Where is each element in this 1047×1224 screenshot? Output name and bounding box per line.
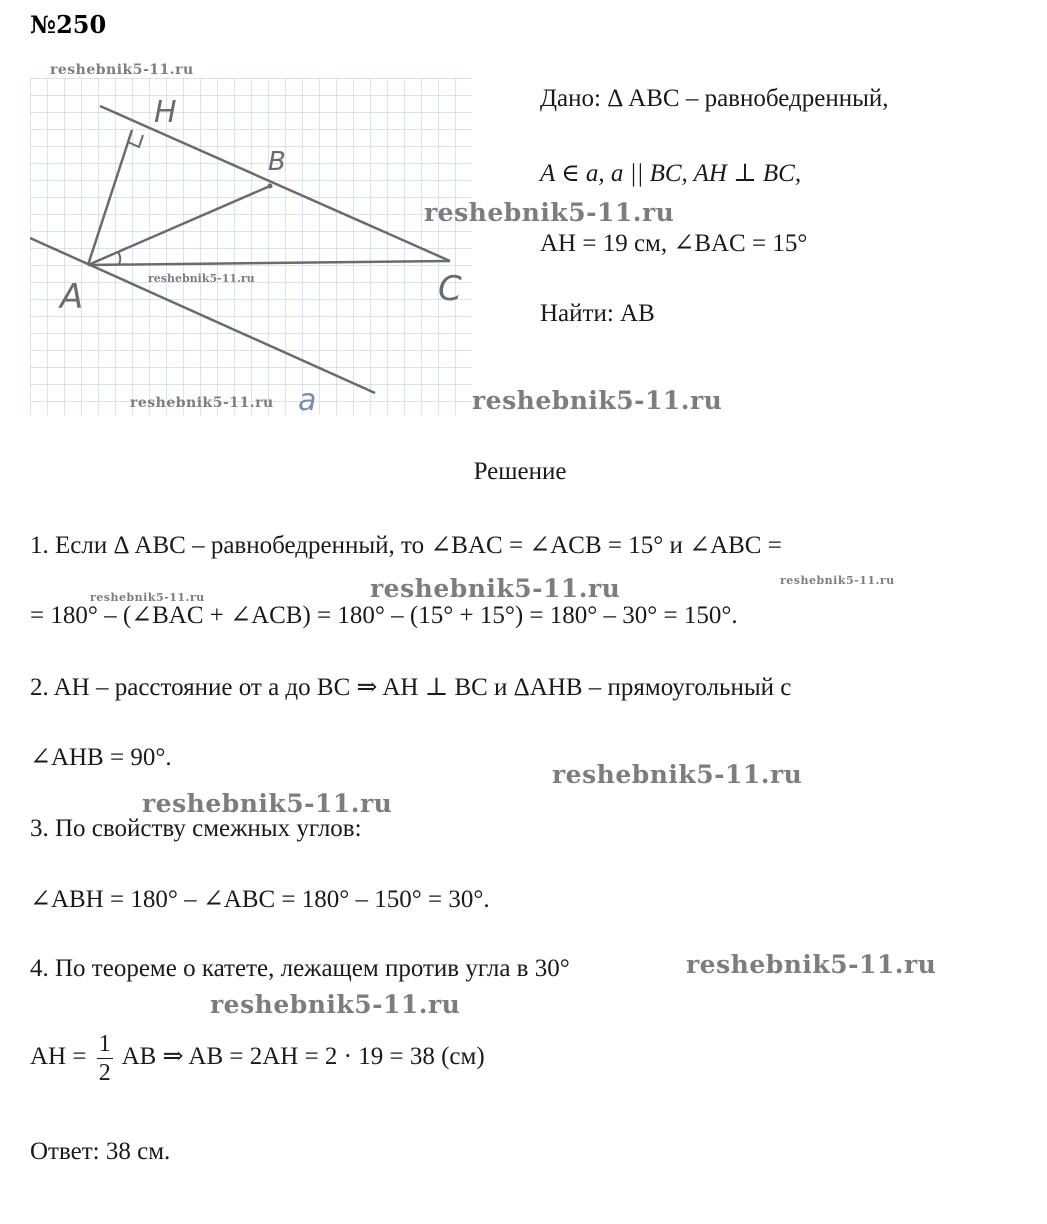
given-line-2: A ∈ a, a || BC, AH ⊥ BC, bbox=[540, 160, 802, 187]
given-line-4: Найти: AB bbox=[540, 300, 655, 327]
step-1-line-2: = 180° – (∠BAC + ∠ACB) = 180° – (15° + 15°) = 180° – 30° = 150°. bbox=[30, 602, 738, 629]
solution-title: Решение bbox=[473, 458, 567, 485]
step-4-formula bbox=[30, 1032, 485, 1085]
step-4-line-1: 4. По теореме о катете, лежащем против угла в 30° bbox=[30, 955, 570, 982]
label-h: H bbox=[154, 95, 177, 130]
problem-number: №250 bbox=[30, 10, 107, 39]
step-3-line-2: ∠ABH = 180° – ∠ABC = 180° – 150° = 30°. bbox=[30, 886, 490, 913]
watermark-step1-center: reshebnik5-11.ru bbox=[370, 574, 621, 603]
watermark-given: reshebnik5-11.ru bbox=[424, 198, 675, 227]
label-a-point: A bbox=[60, 277, 84, 317]
watermark-step4-right: reshebnik5-11.ru bbox=[686, 950, 937, 979]
step-3-line-1: 3. По свойству смежных углов: bbox=[30, 815, 362, 842]
point-b bbox=[268, 184, 273, 189]
label-c: C bbox=[438, 269, 462, 309]
step-1-line-1: 1. Если Δ ABC – равнобедренный, то ∠BAC = ∠ACB = 15° и ∠ABC = bbox=[30, 532, 782, 559]
formula-lhs: AH = bbox=[30, 1043, 87, 1071]
given-line-1: Дано: Δ ABC – равнобедренный, bbox=[540, 85, 889, 112]
watermark-step1-right: reshebnik5-11.ru bbox=[780, 574, 895, 587]
fraction-numerator: 1 bbox=[98, 1031, 111, 1057]
label-a-line: a bbox=[298, 383, 317, 415]
watermark-top-left: reshebnik5-11.ru bbox=[50, 62, 194, 78]
watermark-step3: reshebnik5-11.ru bbox=[142, 789, 393, 818]
step-2-line-2: ∠AHB = 90°. bbox=[30, 744, 172, 771]
fraction-denominator: 2 bbox=[98, 1060, 111, 1086]
label-b: B bbox=[268, 147, 286, 177]
geometry-diagram bbox=[30, 78, 472, 415]
fraction-one-half bbox=[97, 1032, 113, 1085]
watermark-step2: reshebnik5-11.ru bbox=[552, 760, 803, 789]
step-2-line-1: 2. AH – расстояние от a до BC ⇒ AH ⊥ BC и ΔAHB – прямоугольный с bbox=[30, 674, 792, 701]
watermark-right: reshebnik5-11.ru bbox=[472, 386, 723, 415]
answer: Ответ: 38 см. bbox=[30, 1138, 171, 1165]
watermark-step4-center: reshebnik5-11.ru bbox=[210, 990, 461, 1019]
formula-rhs: AB ⇒ AB = 2AH = 2 · 19 = 38 (см) bbox=[121, 1043, 485, 1071]
given-line-3: AH = 19 см, ∠BAC = 15° bbox=[540, 230, 808, 257]
grid-paper bbox=[30, 78, 472, 415]
watermark-step1-left: reshebnik5-11.ru bbox=[90, 591, 205, 604]
watermark-diagram-bottom: reshebnik5-11.ru bbox=[130, 395, 274, 411]
watermark-diagram: reshebnik5-11.ru bbox=[148, 272, 255, 285]
